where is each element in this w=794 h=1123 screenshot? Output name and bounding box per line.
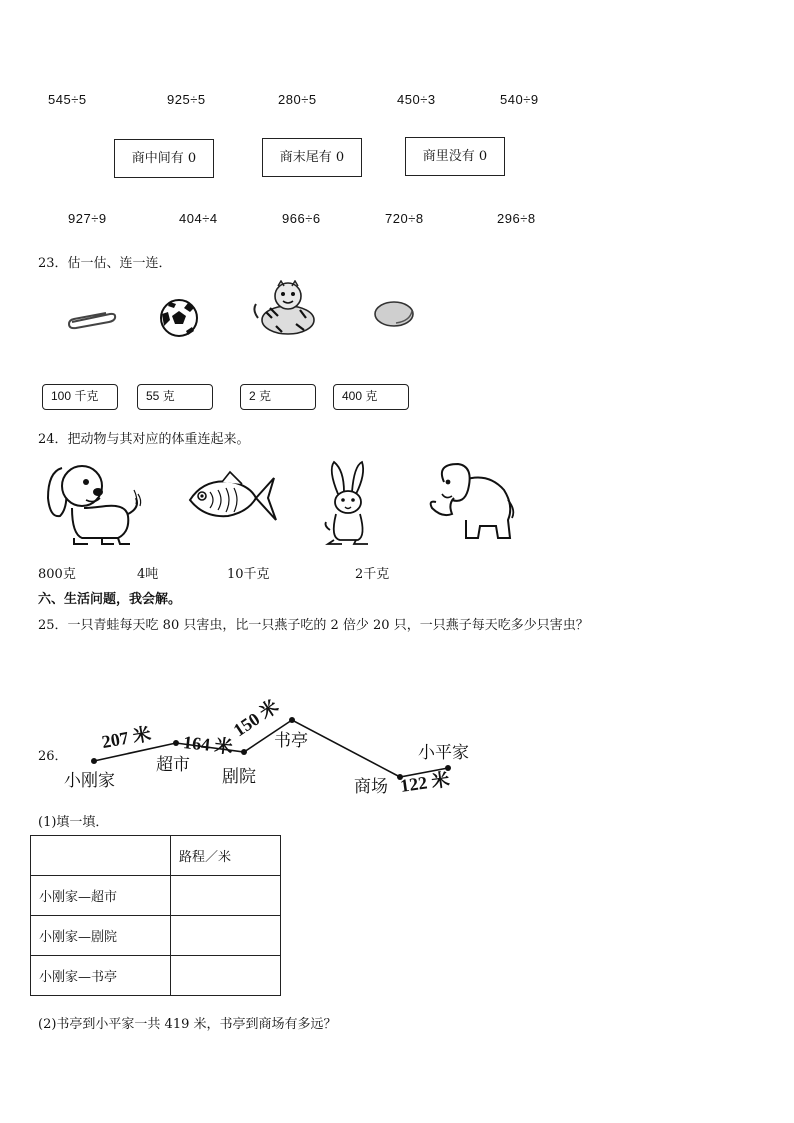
animal-weight-label: 4吨	[137, 567, 159, 582]
question-23-title: 23．估一估、连一连．	[38, 256, 172, 271]
distance-label: 207 米	[100, 723, 153, 753]
soccer-ball-icon	[158, 298, 200, 338]
egg-icon	[372, 299, 418, 329]
table-row	[31, 956, 281, 996]
route-point	[241, 749, 247, 755]
category-box-no-zero[interactable]: 商里没有 0	[405, 137, 505, 176]
division-expression: 927÷9	[68, 211, 107, 226]
rabbit-icon	[320, 460, 376, 546]
category-box-middle-zero[interactable]: 商中间有 0	[114, 139, 214, 178]
answer-cell[interactable]	[171, 916, 281, 956]
fish-icon	[186, 470, 278, 526]
weight-box[interactable]: 400 克	[333, 384, 409, 410]
distance-label: 150 米	[229, 696, 282, 741]
dog-icon	[42, 458, 146, 546]
route-point	[173, 740, 179, 746]
animal-weight-label: 2千克	[355, 567, 390, 582]
distance-label: 164 米	[182, 732, 234, 758]
category-box-end-zero[interactable]: 商末尾有 0	[262, 138, 362, 177]
table-row	[31, 876, 281, 916]
part-1-label: (1)填一填．	[38, 815, 109, 830]
division-expression: 296÷8	[497, 211, 536, 226]
place-label: 剧院	[222, 767, 256, 787]
division-expression: 404÷4	[179, 211, 218, 226]
answer-cell[interactable]	[171, 876, 281, 916]
distance-label: 122 米	[398, 769, 451, 797]
table-header-row	[31, 836, 281, 876]
place-label: 书亭	[274, 731, 308, 751]
weight-box[interactable]: 55 克	[137, 384, 213, 410]
table-row-label: 小刚家—书亭	[31, 956, 171, 996]
division-expression: 540÷9	[500, 92, 539, 107]
section-heading: 六、生活问题，我会解。	[38, 592, 182, 607]
place-label: 小平家	[418, 743, 469, 763]
route-point	[91, 758, 97, 764]
question-26-number: 26．	[38, 749, 68, 764]
division-expression: 966÷6	[282, 211, 321, 226]
table-cell	[31, 836, 171, 876]
division-expression: 720÷8	[385, 211, 424, 226]
table-row	[31, 916, 281, 956]
table-header-distance: 路程／米	[171, 836, 281, 876]
weight-box[interactable]: 100 千克	[42, 384, 118, 410]
division-expression: 280÷5	[278, 92, 317, 107]
place-label: 超市	[156, 755, 190, 775]
answer-cell[interactable]	[171, 956, 281, 996]
division-expression: 545÷5	[48, 92, 87, 107]
division-expression: 450÷3	[397, 92, 436, 107]
place-label: 小刚家	[64, 771, 115, 791]
distance-table	[30, 835, 281, 996]
table-row-label: 小刚家—剧院	[31, 916, 171, 956]
question-24-title: 24．把动物与其对应的体重连起来。	[38, 432, 250, 447]
elephant-icon	[424, 460, 516, 546]
paperclip-icon	[66, 308, 118, 330]
question-25-text: 25．一只青蛙每天吃 80 只害虫，比一只燕子吃的 2 倍少 20 只，一只燕子每天吃多少只害虫？	[38, 618, 589, 633]
tiger-toy-icon	[248, 280, 320, 336]
animal-weight-label: 10千克	[227, 567, 270, 582]
division-expression: 925÷5	[167, 92, 206, 107]
weight-box[interactable]: 2 克	[240, 384, 316, 410]
part-2-text: (2)书亭到小平家一共 419 米，书亭到商场有多远？	[38, 1017, 337, 1032]
animal-weight-label: 800克	[38, 567, 76, 582]
table-row-label: 小刚家—超市	[31, 876, 171, 916]
route-point	[289, 717, 295, 723]
place-label: 商场	[354, 777, 388, 797]
